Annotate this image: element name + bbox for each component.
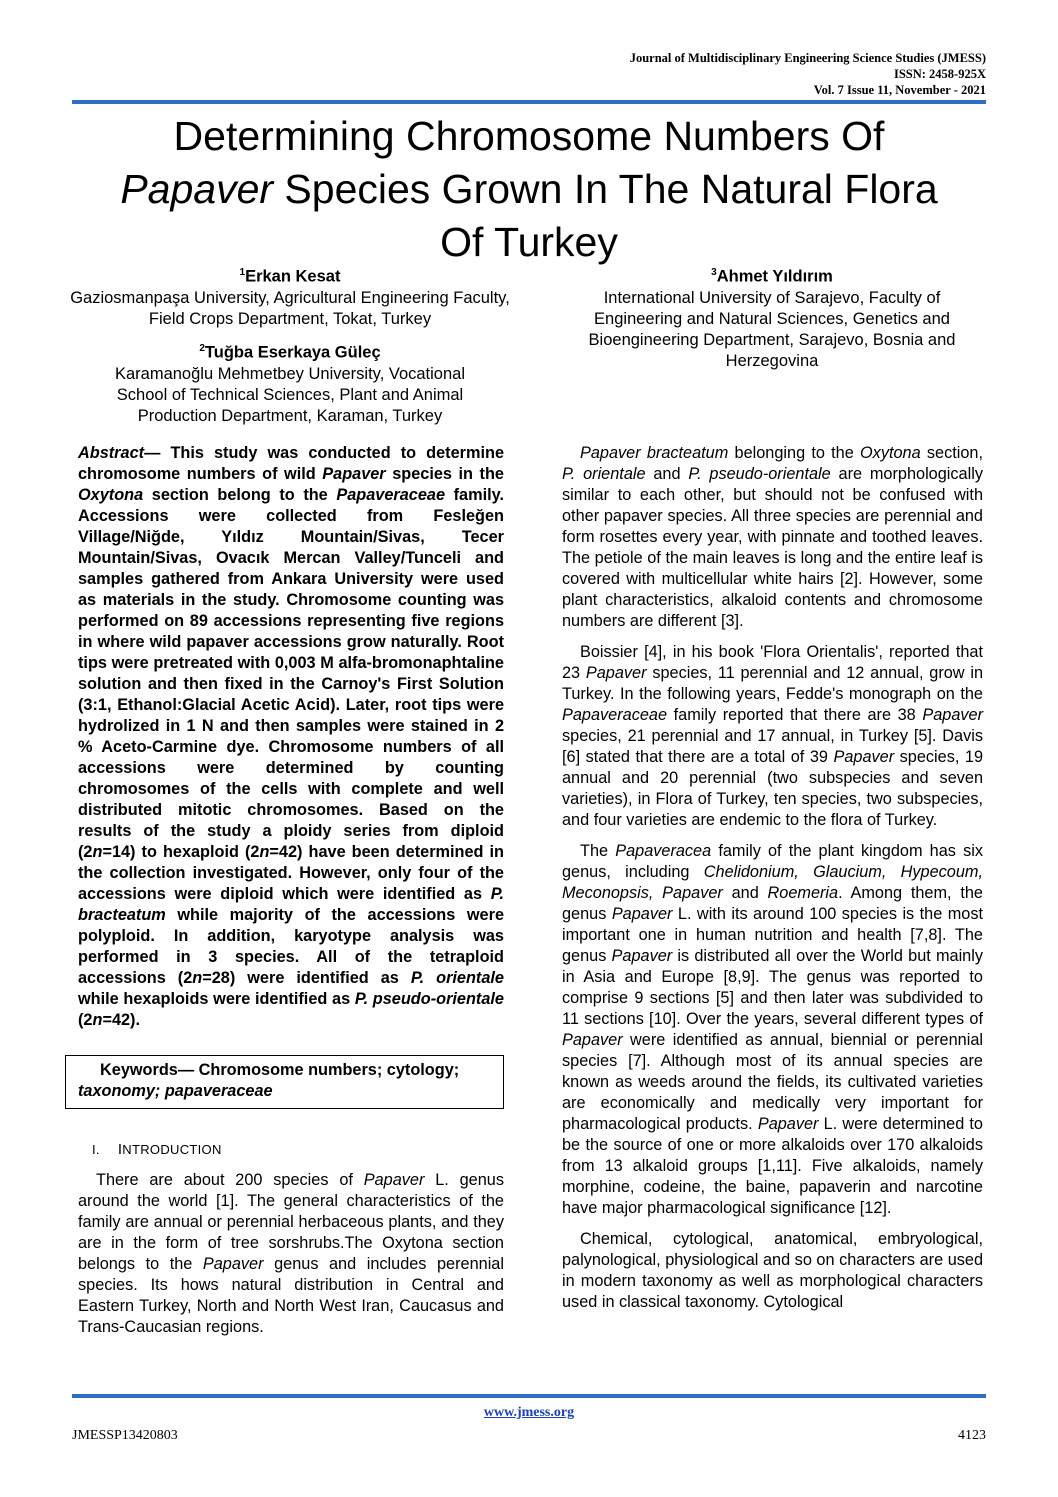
title-line-2-rest: Species Grown In The Natural Flora bbox=[273, 166, 938, 212]
journal-issn: ISSN: 2458-925X bbox=[893, 67, 986, 81]
author-1-affiliation: Gaziosmanpaşa University, Agricultural Engineering Faculty, Field Crops Department, Tokat, Turkey bbox=[70, 288, 510, 328]
abstract: Abstract— This study was conducted to determine chromosome numbers of wild Papaver species in the Oxytona section belong to the Papaveraceae family. Accessions were collected from Fesleğen Village/Niğde, Yıldız Mountain/Sivas, Tecer Mountain/Sivas, Ovacık Mercan Valley/Tunceli and samples gathered from Ankara University were used as materials in the study. Chromosome counting was performed on 89 accessions representing five regions in where wild papaver accessions grow naturally. Root tips were pretreated with 0,003 M alfa-bromonaphtaline solution and then fixed in the Carnoy's First Solution (3:1, Ethanol:Glacial Acetic Acid). Later, root tips were hydrolized in 1 N and then samples were stained in 2 % Aceto-Carmine dye. Chromosome numbers of all accessions were determined by counting chromosomes of the cells with complete and well distributed mitotic chromosomes. Based on the results of the study a ploidy series from diploid (2n=14) to hexaploid (2n=42) have been determined in the collection investigated. However, only four of the accessions were diploid which were identified as P. bracteatum while majority of the accessions were polyploid. In addition, karyotype analysis was performed in 3 species. All of the tetraploid accessions (2n=28) were identified as P. orientale while hexaploids were identified as P. pseudo-orientale (2n=42). bbox=[78, 444, 504, 1029]
abstract-label: Abstract bbox=[78, 444, 145, 462]
keywords-terms-1: Chromosome numbers; cytology; bbox=[194, 1061, 460, 1079]
header-rule bbox=[72, 100, 986, 104]
author-3-sup: 3 bbox=[711, 267, 717, 278]
journal-header bbox=[630, 50, 986, 98]
paper-title bbox=[72, 110, 986, 269]
right-paragraph-1: Papaver bracteatum belonging to the Oxytona section, P. orientale and P. pseudo-orientale are morphologically similar to each other, but should not be confused with other papaver species. All three species are perennial and form rosettes every year, with pinnate and toothed leaves. The petiole of the main leaves is long and the entire leaf is covered with multicellular white hairs [2]. However, some plant characteristics, alkaloid contents and chromosome numbers are different [3]. bbox=[562, 444, 983, 630]
right-paragraph-3: The Papaveracea family of the plant kingdom has six genus, including Chelidonium, Glaucium, Hypecoum, Meconopsis, Papaver and Roemeria. Among them, the genus Papaver L. with its around 100 species is the most important one in human nutrition and health [7,8]. The genus Papaver is distributed all over the World but mainly in Asia and Europe [8,9]. The genus was reported to comprise 9 sections [5] and then later was subdivided to 11 sections [10]. Over the years, several different types of Papaver were identified as annual, biennial or perennial species [7]. Although most of its annual species are known as weeds around the fields, its cultivated varieties are economically and medically very important for pharmacological products. Papaver L. were determined to be the source of one or more alkaloids over 170 alkaloids from 13 alkaloid groups [1,11]. Five alkaloids, namely morphine, codeine, the baine, papaverin and narcotine have major pharmacological significance [12]. bbox=[562, 842, 983, 1217]
author-1 bbox=[70, 262, 510, 330]
right-column bbox=[562, 443, 983, 1323]
author-2 bbox=[88, 338, 492, 427]
journal-website-link[interactable]: www.jmess.org bbox=[483, 1405, 575, 1420]
keywords-label: Keywords— bbox=[100, 1061, 195, 1079]
intro-paragraph-1: There are about 200 species of Papaver L. genus around the world [1]. The general characteristics of the family are annual or perennial herbaceous plants, and they are in the form of tree sorshrubs.The Oxytona section belongs to the Papaver genus and includes perennial species. Its hows natural distribution in Central and Eastern Turkey, North and North West Iran, Caucasus and Trans-Caucasian regions. bbox=[78, 1171, 504, 1336]
section-heading-introduction: I. INTRODUCTION bbox=[92, 1141, 222, 1158]
author-2-affiliation: Karamanoğlu Mehmetbey University, Vocational School of Technical Sciences, Plant and Animal Production Department, Karaman, Turkey bbox=[114, 364, 466, 425]
footer-rule bbox=[72, 1394, 986, 1398]
author-3-name: Ahmet Yıldırım bbox=[716, 267, 833, 286]
journal-volume: Vol. 7 Issue 11, November - 2021 bbox=[813, 83, 986, 97]
author-1-sup: 1 bbox=[239, 267, 246, 278]
author-1-name: Erkan Kesat bbox=[245, 267, 341, 286]
left-column bbox=[78, 443, 504, 1348]
author-2-sup: 2 bbox=[199, 343, 205, 354]
title-line-3: Of Turkey bbox=[440, 219, 618, 265]
keywords-terms-2: taxonomy; papaveraceae bbox=[78, 1082, 273, 1100]
author-3 bbox=[570, 262, 974, 372]
title-line-2 bbox=[72, 163, 986, 216]
journal-name: Journal of Multidisciplinary Engineering Science Studies (JMESS) bbox=[629, 51, 986, 65]
right-paragraph-4: Chemical, cytological, anatomical, embryological, palynological, physiological and so on characters are used in modern taxonomy as well as morphological characters used in classical taxonomy. Cytological bbox=[562, 1230, 983, 1311]
author-3-affiliation: International University of Sarajevo, Faculty of Engineering and Natural Sciences, Genetics and Bioengineering Department, Sarajevo, Bosnia and Herzegovina bbox=[588, 288, 956, 370]
keywords-box bbox=[65, 1055, 504, 1109]
paper-id: JMESSP13420803 bbox=[72, 1428, 178, 1443]
section-number: I. bbox=[92, 1142, 100, 1157]
right-paragraph-2: Boissier [4], in his book 'Flora Orientalis', reported that 23 Papaver species, 11 perennial and 12 annual, grow in Turkey. In the following years, Fedde's monograph on the Papaveraceae family reported that there are 38 Papaver species, 21 perennial and 17 annual, in Turkey [5]. Davis [6] stated that there are a total of 39 Papaver species, 19 annual and 20 perennial (two subspecies and seven varieties), in Flora of Turkey, ten species, two subspecies, and four varieties are endemic to the flora of Turkey. bbox=[562, 643, 984, 829]
author-2-name: Tuğba Eserkaya Güleç bbox=[204, 343, 381, 362]
page-number: 4123 bbox=[958, 1428, 986, 1443]
title-line-1: Determining Chromosome Numbers Of bbox=[173, 113, 885, 159]
title-genus: Papaver bbox=[120, 166, 274, 212]
